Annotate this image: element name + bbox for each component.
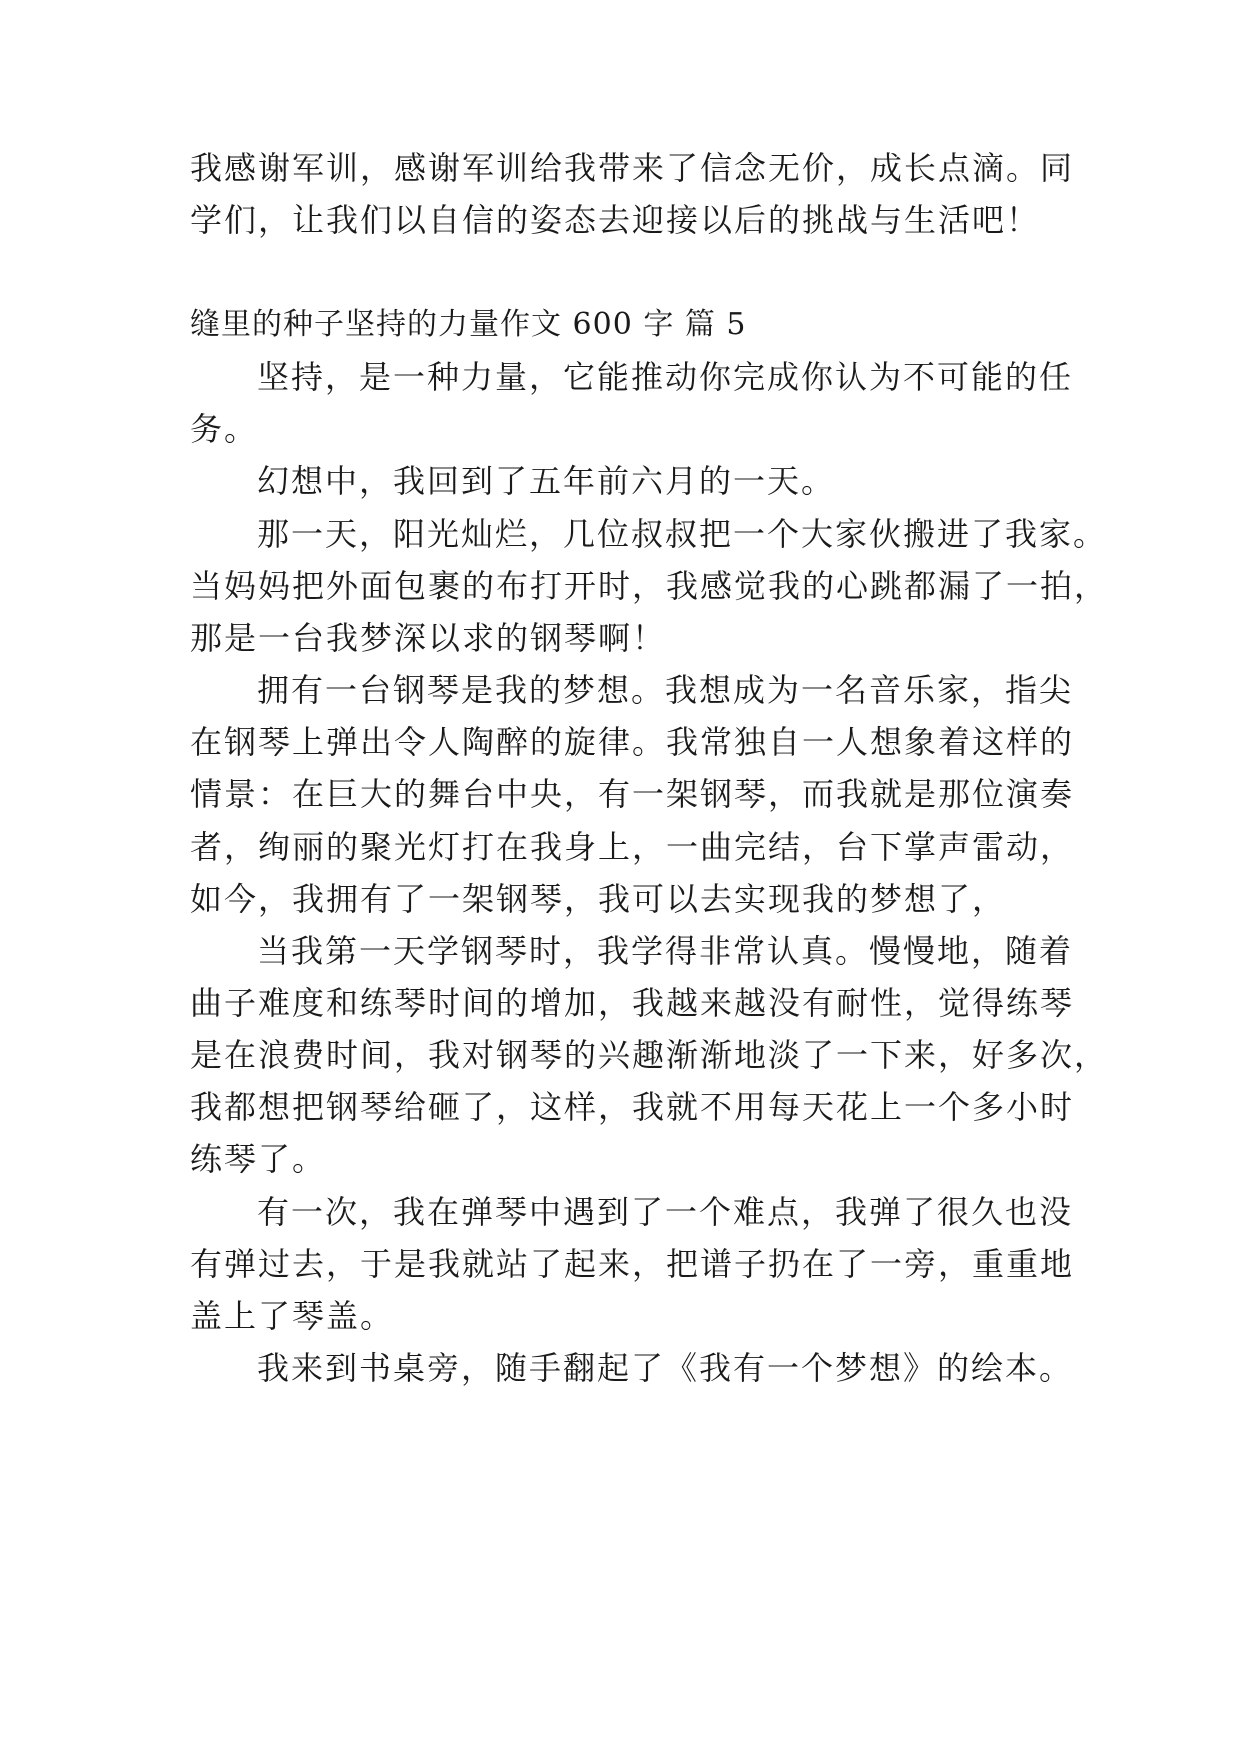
paragraph-line: 盖上了琴盖。	[190, 1297, 395, 1335]
paragraph-line: 如今，我拥有了一架钢琴，我可以去实现我的梦想了，	[190, 880, 1007, 918]
paragraph-line: 当妈妈把外面包裹的布打开时，我感觉我的心跳都漏了一拍，	[190, 567, 1109, 605]
paragraph-line: 那是一台我梦深以求的钢琴啊！	[190, 619, 667, 657]
paragraph-line: 务。	[190, 410, 259, 448]
paragraph-line: 有弹过去，于是我就站了起来，把谱子扔在了一旁，重重地	[190, 1245, 1075, 1283]
paragraph-line: 曲子难度和练琴时间的增加，我越来越没有耐性，觉得练琴	[190, 984, 1075, 1022]
paragraph-line: 情景：在巨大的舞台中央，有一架钢琴，而我就是那位演奏	[190, 775, 1075, 813]
paragraph-line: 我感谢军训，感谢军训给我带来了信念无价，成长点滴。同	[190, 149, 1075, 187]
paragraph-line: 我都想把钢琴给砸了，这样，我就不用每天花上一个多小时	[190, 1088, 1075, 1126]
paragraph-line: 有一次，我在弹琴中遇到了一个难点，我弹了很久也没	[257, 1193, 1074, 1231]
paragraph-line: 拥有一台钢琴是我的梦想。我想成为一名音乐家，指尖	[257, 671, 1074, 709]
paragraph-line: 在钢琴上弹出令人陶醉的旋律。我常独自一人想象着这样的	[190, 723, 1075, 761]
paragraph-line: 那一天，阳光灿烂，几位叔叔把一个大家伙搬进了我家。	[257, 515, 1108, 553]
paragraph-line: 学们，让我们以自信的姿态去迎接以后的挑战与生活吧！	[190, 201, 1041, 239]
paragraph-line: 是在浪费时间，我对钢琴的兴趣渐渐地淡了一下来，好多次，	[190, 1036, 1109, 1074]
section-heading: 缝里的种子坚持的力量作文 600 字 篇 5	[190, 307, 747, 342]
paragraph-line: 我来到书桌旁，随手翻起了《我有一个梦想》的绘本。	[257, 1349, 1074, 1387]
paragraph-line: 当我第一天学钢琴时，我学得非常认真。慢慢地，随着	[257, 932, 1074, 970]
paragraph-line: 练琴了。	[190, 1140, 327, 1178]
paragraph-line: 幻想中，我回到了五年前六月的一天。	[257, 462, 836, 500]
paragraph-line: 者，绚丽的聚光灯打在我身上，一曲完结，台下掌声雷动，	[190, 828, 1075, 866]
paragraph-line: 坚持，是一种力量，它能推动你完成你认为不可能的任	[257, 358, 1074, 396]
